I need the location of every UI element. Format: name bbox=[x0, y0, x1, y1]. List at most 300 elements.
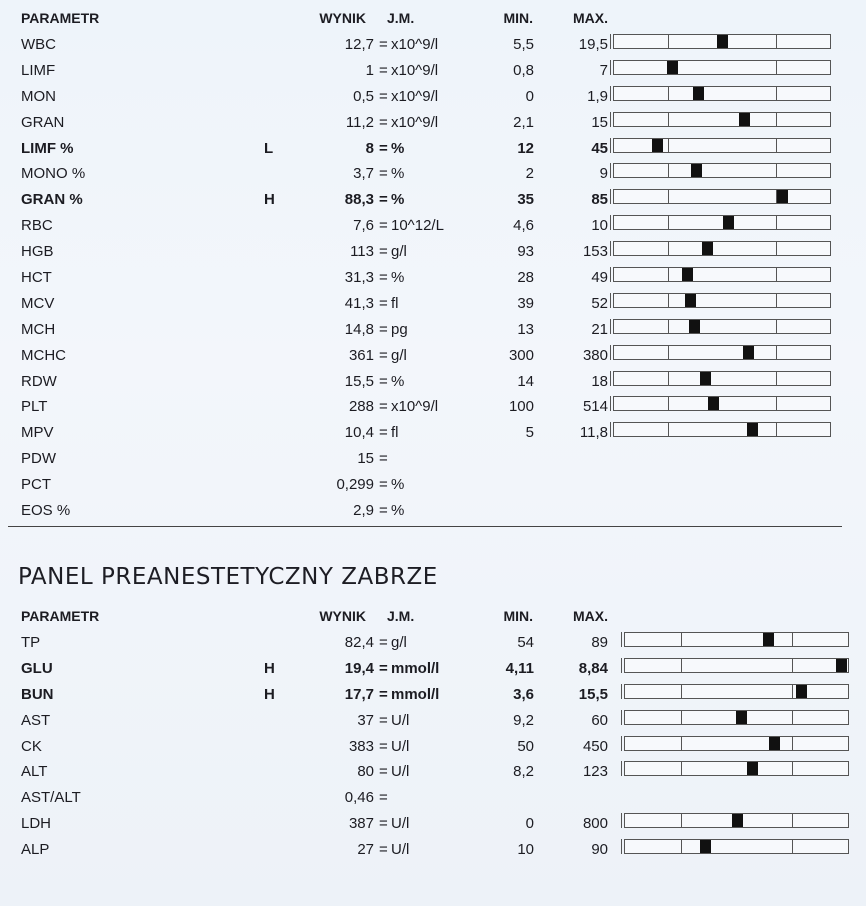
value-marker bbox=[700, 372, 711, 385]
range-max-tick bbox=[792, 685, 793, 698]
param-name: AST bbox=[21, 711, 51, 729]
equals-sign: = bbox=[379, 191, 388, 209]
table-row bbox=[0, 56, 866, 82]
range-min-tick bbox=[681, 814, 682, 827]
range-bracket bbox=[621, 736, 625, 751]
equals-sign: = bbox=[379, 36, 388, 53]
equals-sign: = bbox=[379, 165, 388, 183]
range-bracket bbox=[621, 813, 625, 828]
range-bar bbox=[613, 241, 831, 256]
result-value: 2,9 bbox=[353, 502, 374, 520]
value-marker bbox=[747, 762, 758, 775]
result-value: 11,2 bbox=[345, 113, 374, 131]
max-value: 123 bbox=[582, 763, 608, 781]
range-bar bbox=[613, 34, 831, 49]
result-value: 41,3 bbox=[344, 294, 374, 312]
result-value: 288 bbox=[348, 398, 374, 416]
range-bar bbox=[624, 632, 849, 647]
unit-label: U/l bbox=[391, 815, 410, 833]
param-name: GRAN % bbox=[21, 191, 83, 209]
table-row bbox=[0, 185, 866, 211]
range-max-tick bbox=[776, 346, 777, 359]
unit-label: g/l bbox=[391, 346, 407, 364]
range-min-tick bbox=[668, 35, 669, 48]
range-max-tick bbox=[792, 814, 793, 827]
header-result: WYNIK bbox=[319, 608, 366, 624]
result-value: 0,46 bbox=[344, 789, 374, 807]
range-bracket bbox=[610, 293, 614, 308]
value-marker bbox=[747, 423, 758, 436]
range-min-tick bbox=[668, 372, 669, 385]
range-bar bbox=[613, 163, 831, 178]
max-value: 89 bbox=[591, 634, 608, 651]
range-bracket bbox=[621, 761, 625, 776]
range-min-tick bbox=[668, 164, 669, 177]
max-value: 85 bbox=[591, 191, 608, 209]
min-value: 50 bbox=[517, 737, 534, 755]
unit-label: U/l bbox=[391, 841, 410, 859]
param-name: HCT bbox=[21, 269, 52, 287]
table-row bbox=[0, 341, 866, 367]
flag-indicator: H bbox=[264, 659, 275, 677]
max-value: 153 bbox=[582, 243, 608, 261]
value-marker bbox=[796, 685, 807, 698]
min-value: 28 bbox=[517, 269, 534, 287]
min-value: 93 bbox=[517, 243, 534, 261]
range-bracket bbox=[610, 60, 614, 75]
unit-label: % bbox=[391, 372, 405, 390]
value-marker bbox=[682, 268, 693, 281]
range-min-tick bbox=[681, 711, 682, 724]
min-value: 0 bbox=[525, 815, 534, 833]
table-row bbox=[0, 444, 866, 470]
max-value: 9 bbox=[599, 165, 608, 183]
range-bracket bbox=[610, 267, 614, 282]
unit-label: % bbox=[391, 165, 405, 183]
param-name: MCHC bbox=[21, 346, 66, 364]
table-row bbox=[0, 30, 866, 56]
range-bar bbox=[613, 396, 831, 411]
unit-label: % bbox=[391, 139, 405, 157]
value-marker bbox=[769, 737, 780, 750]
min-value: 5,5 bbox=[513, 36, 534, 53]
result-value: 113 bbox=[350, 243, 374, 261]
flag-indicator: H bbox=[264, 685, 275, 703]
min-value: 2,1 bbox=[513, 113, 534, 131]
equals-sign: = bbox=[379, 450, 388, 468]
range-bar bbox=[624, 761, 849, 776]
cbc-rows bbox=[0, 30, 866, 522]
range-max-tick bbox=[776, 268, 777, 281]
range-max-tick bbox=[776, 113, 777, 126]
equals-sign: = bbox=[379, 711, 388, 729]
equals-sign: = bbox=[379, 217, 388, 235]
table-row bbox=[0, 392, 866, 418]
equals-sign: = bbox=[379, 634, 388, 651]
param-name: BUN bbox=[21, 685, 54, 703]
range-bar bbox=[613, 345, 831, 360]
range-max-tick bbox=[776, 397, 777, 410]
equals-sign: = bbox=[379, 815, 388, 833]
unit-label: U/l bbox=[391, 763, 410, 781]
range-min-tick bbox=[668, 216, 669, 229]
result-value: 1 bbox=[365, 61, 374, 79]
value-marker bbox=[685, 294, 696, 307]
range-max-tick bbox=[792, 659, 793, 672]
range-bar bbox=[613, 293, 831, 308]
range-bracket bbox=[610, 215, 614, 230]
param-name: LDH bbox=[21, 815, 52, 833]
preanesthetic-table bbox=[0, 604, 866, 861]
max-value: 15,5 bbox=[578, 685, 608, 703]
unit-label: mmol/l bbox=[391, 685, 440, 703]
equals-sign: = bbox=[379, 139, 388, 157]
table-row bbox=[0, 159, 866, 185]
equals-sign: = bbox=[379, 659, 388, 677]
min-value: 12 bbox=[517, 139, 534, 157]
param-name: MCV bbox=[21, 294, 55, 312]
result-value: 361 bbox=[348, 346, 374, 364]
range-max-tick bbox=[776, 164, 777, 177]
table-header bbox=[0, 6, 866, 30]
result-value: 10,4 bbox=[344, 424, 374, 442]
result-value: 8 bbox=[365, 139, 374, 157]
range-max-tick bbox=[776, 87, 777, 100]
flag-indicator: H bbox=[264, 191, 275, 209]
range-max-tick bbox=[776, 242, 777, 255]
section-divider bbox=[8, 526, 842, 527]
min-value: 35 bbox=[517, 191, 534, 209]
range-min-tick bbox=[668, 139, 669, 152]
value-marker bbox=[691, 164, 702, 177]
header-min: MIN. bbox=[503, 608, 533, 624]
table-row bbox=[0, 211, 866, 237]
unit-label: U/l bbox=[391, 711, 410, 729]
max-value: 60 bbox=[591, 711, 608, 729]
header-max: MAX. bbox=[573, 10, 608, 26]
range-max-tick bbox=[792, 633, 793, 646]
range-bar bbox=[624, 658, 849, 673]
panel-title: PANEL PREANESTETYCZNY ZABRZE bbox=[18, 564, 438, 590]
min-value: 2 bbox=[525, 165, 534, 183]
range-bar bbox=[613, 215, 831, 230]
range-min-tick bbox=[681, 633, 682, 646]
equals-sign: = bbox=[379, 502, 388, 520]
result-value: 80 bbox=[357, 763, 374, 781]
unit-label: x10^9/l bbox=[391, 61, 439, 79]
range-bracket bbox=[610, 163, 614, 178]
min-value: 0 bbox=[525, 87, 534, 105]
range-bar bbox=[613, 422, 831, 437]
unit-label: % bbox=[391, 191, 405, 209]
value-marker bbox=[717, 35, 728, 48]
max-value: 10 bbox=[591, 217, 608, 235]
table-row bbox=[0, 628, 866, 654]
table-row bbox=[0, 367, 866, 393]
header-param: PARAMETR bbox=[21, 10, 100, 26]
table-row bbox=[0, 809, 866, 835]
range-bar bbox=[613, 371, 831, 386]
range-bracket bbox=[610, 34, 614, 49]
result-value: 383 bbox=[348, 737, 374, 755]
equals-sign: = bbox=[379, 424, 388, 442]
equals-sign: = bbox=[379, 346, 388, 364]
table-row bbox=[0, 315, 866, 341]
result-value: 12,7 bbox=[344, 36, 374, 53]
max-value: 21 bbox=[591, 320, 608, 338]
range-bracket bbox=[610, 371, 614, 386]
param-name: EOS % bbox=[21, 502, 71, 520]
result-value: 31,3 bbox=[344, 269, 374, 287]
range-min-tick bbox=[681, 659, 682, 672]
unit-label: x10^9/l bbox=[391, 87, 439, 105]
preanesthetic-rows bbox=[0, 628, 866, 861]
equals-sign: = bbox=[379, 87, 388, 105]
param-name: HGB bbox=[21, 243, 54, 261]
value-marker bbox=[743, 346, 754, 359]
header-unit: J.M. bbox=[387, 10, 415, 26]
range-min-tick bbox=[668, 113, 669, 126]
unit-label: g/l bbox=[391, 634, 407, 651]
min-value: 4,6 bbox=[513, 217, 534, 235]
min-value: 4,11 bbox=[505, 659, 534, 677]
range-bar bbox=[613, 138, 831, 153]
table-row bbox=[0, 680, 866, 706]
range-max-tick bbox=[792, 711, 793, 724]
max-value: 49 bbox=[591, 269, 608, 287]
equals-sign: = bbox=[379, 294, 388, 312]
max-value: 19,5 bbox=[578, 36, 608, 53]
unit-label: 10^12/L bbox=[391, 217, 444, 235]
table-row bbox=[0, 757, 866, 783]
unit-label: g/l bbox=[391, 243, 407, 261]
param-name: LIMF bbox=[21, 61, 56, 79]
table-row bbox=[0, 237, 866, 263]
table-row bbox=[0, 134, 866, 160]
range-bar bbox=[613, 267, 831, 282]
range-bar bbox=[613, 112, 831, 127]
unit-label: % bbox=[391, 476, 405, 494]
range-bracket bbox=[610, 86, 614, 101]
value-marker bbox=[708, 397, 719, 410]
param-name: LIMF % bbox=[21, 139, 74, 157]
result-value: 37 bbox=[357, 711, 374, 729]
value-marker bbox=[763, 633, 774, 646]
range-bracket bbox=[610, 396, 614, 411]
table-row bbox=[0, 470, 866, 496]
range-min-tick bbox=[681, 685, 682, 698]
range-max-tick bbox=[776, 423, 777, 436]
param-name: MCH bbox=[21, 320, 56, 338]
range-max-tick bbox=[776, 61, 777, 74]
param-name: MON bbox=[21, 87, 56, 105]
range-min-tick bbox=[668, 242, 669, 255]
max-value: 380 bbox=[582, 346, 608, 364]
result-value: 15,5 bbox=[344, 372, 374, 390]
equals-sign: = bbox=[379, 685, 388, 703]
max-value: 514 bbox=[582, 398, 608, 416]
range-bracket bbox=[621, 658, 625, 673]
min-value: 39 bbox=[517, 294, 534, 312]
value-marker bbox=[702, 242, 713, 255]
min-value: 14 bbox=[517, 372, 534, 390]
param-name: TP bbox=[21, 634, 41, 651]
unit-label: x10^9/l bbox=[391, 398, 439, 416]
table-row bbox=[0, 108, 866, 134]
result-value: 3,7 bbox=[353, 165, 374, 183]
range-bar bbox=[624, 813, 849, 828]
range-bracket bbox=[610, 422, 614, 437]
max-value: 90 bbox=[591, 841, 608, 859]
min-value: 54 bbox=[517, 634, 534, 651]
range-bar bbox=[624, 736, 849, 751]
range-max-tick bbox=[776, 35, 777, 48]
range-min-tick bbox=[668, 190, 669, 203]
unit-label: fl bbox=[391, 294, 399, 312]
min-value: 0,8 bbox=[513, 61, 534, 79]
result-value: 15 bbox=[357, 450, 374, 468]
result-value: 88,3 bbox=[344, 191, 374, 209]
min-value: 9,2 bbox=[513, 711, 534, 729]
equals-sign: = bbox=[379, 841, 388, 859]
table-row bbox=[0, 418, 866, 444]
param-name: RDW bbox=[21, 372, 57, 390]
table-row bbox=[0, 835, 866, 861]
range-bracket bbox=[621, 839, 625, 854]
range-max-tick bbox=[776, 294, 777, 307]
range-min-tick bbox=[668, 346, 669, 359]
min-value: 10 bbox=[517, 841, 534, 859]
max-value: 8,84 bbox=[578, 659, 608, 677]
table-row bbox=[0, 289, 866, 315]
range-max-tick bbox=[776, 216, 777, 229]
unit-label: fl bbox=[391, 424, 399, 442]
table-row bbox=[0, 706, 866, 732]
max-value: 800 bbox=[582, 815, 608, 833]
range-max-tick bbox=[776, 372, 777, 385]
range-bracket bbox=[610, 241, 614, 256]
equals-sign: = bbox=[379, 243, 388, 261]
param-name: PLT bbox=[21, 398, 48, 416]
range-min-tick bbox=[681, 840, 682, 853]
header-result: WYNIK bbox=[319, 10, 366, 26]
range-bracket bbox=[610, 112, 614, 127]
result-value: 7,6 bbox=[353, 217, 374, 235]
min-value: 5 bbox=[525, 424, 534, 442]
max-value: 11,8 bbox=[579, 424, 608, 442]
range-bar bbox=[613, 86, 831, 101]
param-name: CK bbox=[21, 737, 42, 755]
value-marker bbox=[667, 61, 678, 74]
equals-sign: = bbox=[379, 789, 388, 807]
param-name: ALT bbox=[21, 763, 48, 781]
table-header-2 bbox=[0, 604, 866, 628]
range-max-tick bbox=[792, 737, 793, 750]
table-row bbox=[0, 654, 866, 680]
equals-sign: = bbox=[379, 763, 388, 781]
table-row bbox=[0, 783, 866, 809]
equals-sign: = bbox=[379, 398, 388, 416]
result-value: 19,4 bbox=[344, 659, 374, 677]
range-bracket bbox=[610, 319, 614, 334]
max-value: 450 bbox=[582, 737, 608, 755]
range-min-tick bbox=[668, 268, 669, 281]
range-min-tick bbox=[681, 737, 682, 750]
flag-indicator: L bbox=[264, 139, 274, 157]
range-bar bbox=[613, 319, 831, 334]
table-row bbox=[0, 263, 866, 289]
header-param: PARAMETR bbox=[21, 608, 100, 624]
unit-label: pg bbox=[391, 320, 408, 338]
range-min-tick bbox=[668, 294, 669, 307]
table-row bbox=[0, 496, 866, 522]
range-min-tick bbox=[681, 762, 682, 775]
param-name: MPV bbox=[21, 424, 54, 442]
range-max-tick bbox=[776, 320, 777, 333]
value-marker bbox=[689, 320, 700, 333]
range-bracket bbox=[610, 138, 614, 153]
max-value: 7 bbox=[599, 61, 608, 79]
range-bar bbox=[613, 189, 831, 204]
value-marker bbox=[700, 840, 711, 853]
value-marker bbox=[652, 139, 663, 152]
value-marker bbox=[732, 814, 743, 827]
param-name: ALP bbox=[21, 841, 50, 859]
value-marker bbox=[836, 659, 847, 672]
max-value: 15 bbox=[591, 113, 608, 131]
equals-sign: = bbox=[379, 372, 388, 390]
range-min-tick bbox=[668, 397, 669, 410]
max-value: 1,9 bbox=[587, 87, 608, 105]
range-min-tick bbox=[668, 320, 669, 333]
param-name: GLU bbox=[21, 659, 53, 677]
header-unit: J.M. bbox=[387, 608, 415, 624]
range-min-tick bbox=[668, 87, 669, 100]
range-bracket bbox=[610, 189, 614, 204]
min-value: 100 bbox=[508, 398, 534, 416]
range-bracket bbox=[621, 632, 625, 647]
param-name: RBC bbox=[21, 217, 53, 235]
min-value: 3,6 bbox=[513, 685, 534, 703]
param-name: PCT bbox=[21, 476, 51, 494]
value-marker bbox=[693, 87, 704, 100]
param-name: MONO % bbox=[21, 165, 86, 183]
value-marker bbox=[777, 190, 788, 203]
range-bar bbox=[624, 684, 849, 699]
range-max-tick bbox=[776, 139, 777, 152]
unit-label: mmol/l bbox=[391, 659, 440, 677]
unit-label: % bbox=[391, 269, 405, 287]
result-value: 0,5 bbox=[353, 87, 374, 105]
equals-sign: = bbox=[379, 476, 388, 494]
range-max-tick bbox=[792, 840, 793, 853]
table-row bbox=[0, 732, 866, 758]
value-marker bbox=[736, 711, 747, 724]
unit-label: U/l bbox=[391, 737, 410, 755]
result-value: 17,7 bbox=[344, 685, 374, 703]
value-marker bbox=[739, 113, 750, 126]
min-value: 13 bbox=[517, 320, 534, 338]
result-value: 82,4 bbox=[344, 634, 374, 651]
table-row bbox=[0, 82, 866, 108]
range-bracket bbox=[621, 684, 625, 699]
range-bar bbox=[613, 60, 831, 75]
header-max: MAX. bbox=[573, 608, 608, 624]
range-min-tick bbox=[668, 423, 669, 436]
max-value: 45 bbox=[591, 139, 608, 157]
range-bracket bbox=[621, 710, 625, 725]
min-value: 8,2 bbox=[513, 763, 534, 781]
